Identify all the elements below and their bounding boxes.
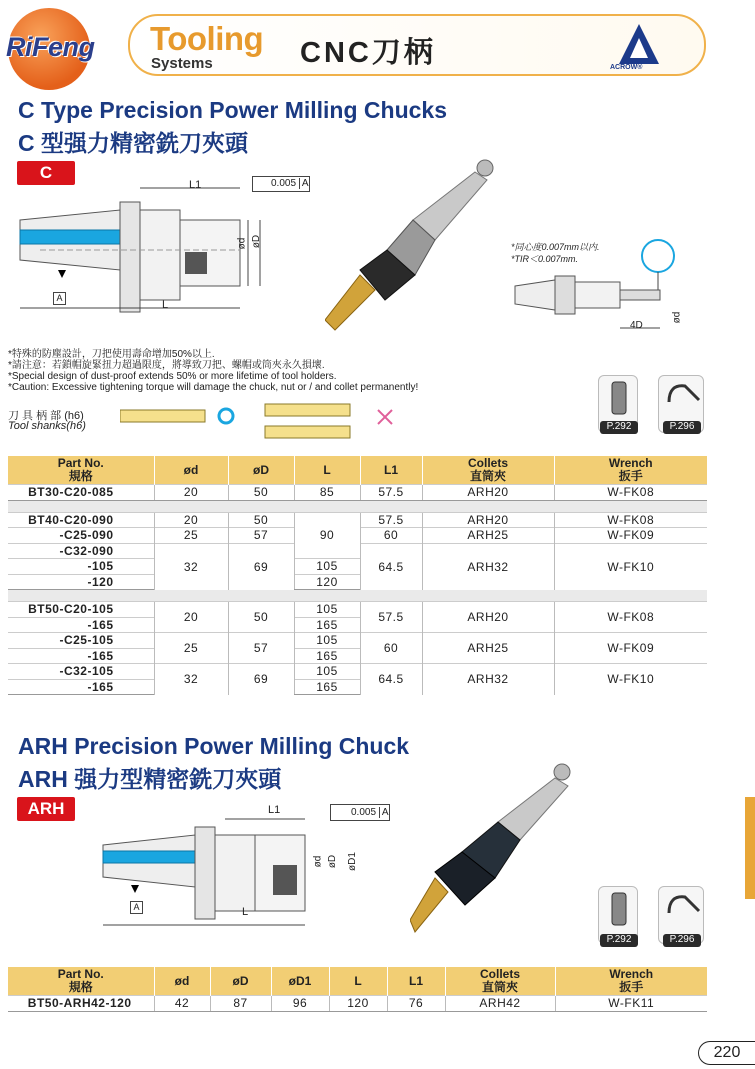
shank-options-diagram bbox=[120, 402, 410, 444]
th-bigd: øD bbox=[210, 967, 271, 996]
th-d1: øD1 bbox=[271, 967, 329, 996]
arh-dim-d1: øD1 bbox=[346, 852, 358, 871]
th-l1: L1 bbox=[360, 456, 422, 485]
table-row: -C25-090 25 57 60 ARH25 W-FK09 bbox=[8, 528, 707, 544]
c-dim-l: L bbox=[162, 299, 169, 311]
systems-subtitle: Systems bbox=[151, 55, 213, 72]
arh-chuck-photo bbox=[410, 760, 585, 940]
th-part: Part No. 規格 bbox=[8, 967, 154, 996]
table-row: -165 165 bbox=[8, 679, 707, 695]
shank-label-cn: 刀 具 柄 部 (h6) bbox=[8, 410, 84, 422]
c-chuck-photo bbox=[325, 150, 505, 335]
collet-ref-badge[interactable]: P.292 bbox=[600, 421, 638, 434]
collet-icon bbox=[599, 376, 639, 420]
th-l: L bbox=[294, 456, 360, 485]
table-row: -165 165 bbox=[8, 617, 707, 633]
table-row: BT50-C20-105 20 50 105 57.5 ARH20 W-FK08 bbox=[8, 602, 707, 618]
c-spec-table bbox=[8, 456, 707, 695]
wrench-ref-badge[interactable]: P.296 bbox=[663, 421, 701, 434]
arh-collet-ref-badge[interactable]: P.292 bbox=[600, 934, 638, 947]
shank-label-en: Tool shanks(h6) bbox=[8, 420, 86, 432]
c-dim-l1: L1 bbox=[189, 179, 202, 191]
wrench-icon bbox=[659, 376, 705, 420]
th-wrench: Wrench 扳手 bbox=[555, 967, 707, 996]
table-row: -165 165 bbox=[8, 648, 707, 664]
c-tolerance-value: 0.005 bbox=[271, 178, 297, 189]
tir-dim-d: ød bbox=[671, 311, 683, 324]
table-header-row bbox=[8, 967, 707, 996]
note-2: *請注意：若鎖帽旋緊扭力超過限度，將導致刀把、螺帽或筒夾永久損壞. bbox=[8, 360, 325, 371]
tir-note-cn: *同心度0.007mm以内. bbox=[511, 242, 600, 252]
table-row: -C32-105 32 69 105 64.5 ARH32 W-FK10 bbox=[8, 664, 707, 680]
arh-dim-l: L bbox=[242, 906, 249, 918]
c-tolerance-box bbox=[252, 176, 310, 192]
note-4: *Caution: Excessive tightening torque will damage the chuck, nut or / and collet permanently! bbox=[8, 382, 419, 393]
page-number: 220 bbox=[698, 1041, 755, 1065]
c-dim-d: ød bbox=[236, 237, 248, 250]
table-row: BT40-C20-090 20 50 90 57.5 ARH20 W-FK08 bbox=[8, 512, 707, 528]
arh-spec-table bbox=[8, 967, 707, 1012]
tir-dim-4d: 4D bbox=[630, 320, 643, 331]
arh-tolerance-datum: A bbox=[379, 807, 389, 818]
table-row: -120 120 bbox=[8, 574, 707, 590]
section-arh-title-cn: ARH 强力型精密銑刀夾頭 bbox=[18, 766, 282, 792]
table-row: -C32-090 32 69 64.5 ARH32 W-FK10 bbox=[8, 543, 707, 559]
th-l: L bbox=[329, 967, 387, 996]
table-row: BT30-C20-085 20 50 85 57.5 ARH20 W-FK08 bbox=[8, 485, 707, 501]
section-c-tag: C bbox=[17, 161, 75, 185]
table-row: -C25-105 25 57 105 60 ARH25 W-FK09 bbox=[8, 633, 707, 649]
table-header-row bbox=[8, 456, 707, 485]
arh-tolerance-value: 0.005 bbox=[351, 807, 377, 818]
th-wrench: Wrench 扳手 bbox=[554, 456, 707, 485]
c-tolerance-datum: A bbox=[299, 178, 309, 189]
table-row: -105 105 bbox=[8, 559, 707, 575]
section-arh-tag: ARH bbox=[17, 797, 75, 821]
table-group-separator bbox=[8, 590, 707, 602]
table-group-separator bbox=[8, 500, 707, 512]
arh-tolerance-box bbox=[330, 804, 390, 821]
tooling-title: Tooling bbox=[150, 20, 264, 57]
page-title: CNC刀柄 bbox=[300, 37, 436, 69]
c-datum-label: A bbox=[53, 292, 66, 305]
arh-dim-bigd: øD bbox=[327, 854, 339, 869]
section-c-title-cn: C 型强力精密銑刀夾頭 bbox=[18, 130, 248, 156]
arh-chuck-drawing bbox=[95, 805, 385, 935]
arh-wrench-ref-badge[interactable]: P.296 bbox=[663, 934, 701, 947]
th-collets: Collets 直筒夾 bbox=[422, 456, 554, 485]
th-d: ød bbox=[154, 967, 210, 996]
arh-dim-d: ød bbox=[312, 855, 324, 868]
th-d: ød bbox=[154, 456, 228, 485]
logo-text: RiFeng bbox=[6, 32, 95, 62]
table-row: BT50-ARH42-120 42 87 96 120 76 ARH42 W-FK11 bbox=[8, 996, 707, 1012]
note-3: *Special design of dust-proof extends 50% or more lifetime of tool holders. bbox=[8, 371, 337, 382]
th-part: Part No. 規格 bbox=[8, 456, 154, 485]
brand-label: ACROW® bbox=[610, 64, 643, 71]
th-collets: Collets 直筒夾 bbox=[445, 967, 555, 996]
side-tab-marker bbox=[745, 797, 755, 899]
section-arh-title-en: ARH Precision Power Milling Chuck bbox=[18, 733, 410, 759]
section-c-title-en: C Type Precision Power Milling Chucks bbox=[18, 97, 448, 123]
notes-block bbox=[8, 349, 418, 393]
c-dim-bigd: øD bbox=[251, 234, 263, 249]
note-1: *特殊的防塵設計，刀把使用壽命增加50%以上. bbox=[8, 349, 215, 360]
wrench-icon bbox=[659, 887, 705, 931]
th-l1: L1 bbox=[387, 967, 445, 996]
arh-dim-l1: L1 bbox=[268, 804, 281, 816]
th-bigd: øD bbox=[228, 456, 294, 485]
collet-icon bbox=[599, 887, 639, 931]
tir-note-en: *TIR＜0.007mm. bbox=[511, 254, 579, 264]
tir-diagram bbox=[510, 228, 695, 338]
arh-datum-label: A bbox=[130, 901, 143, 914]
